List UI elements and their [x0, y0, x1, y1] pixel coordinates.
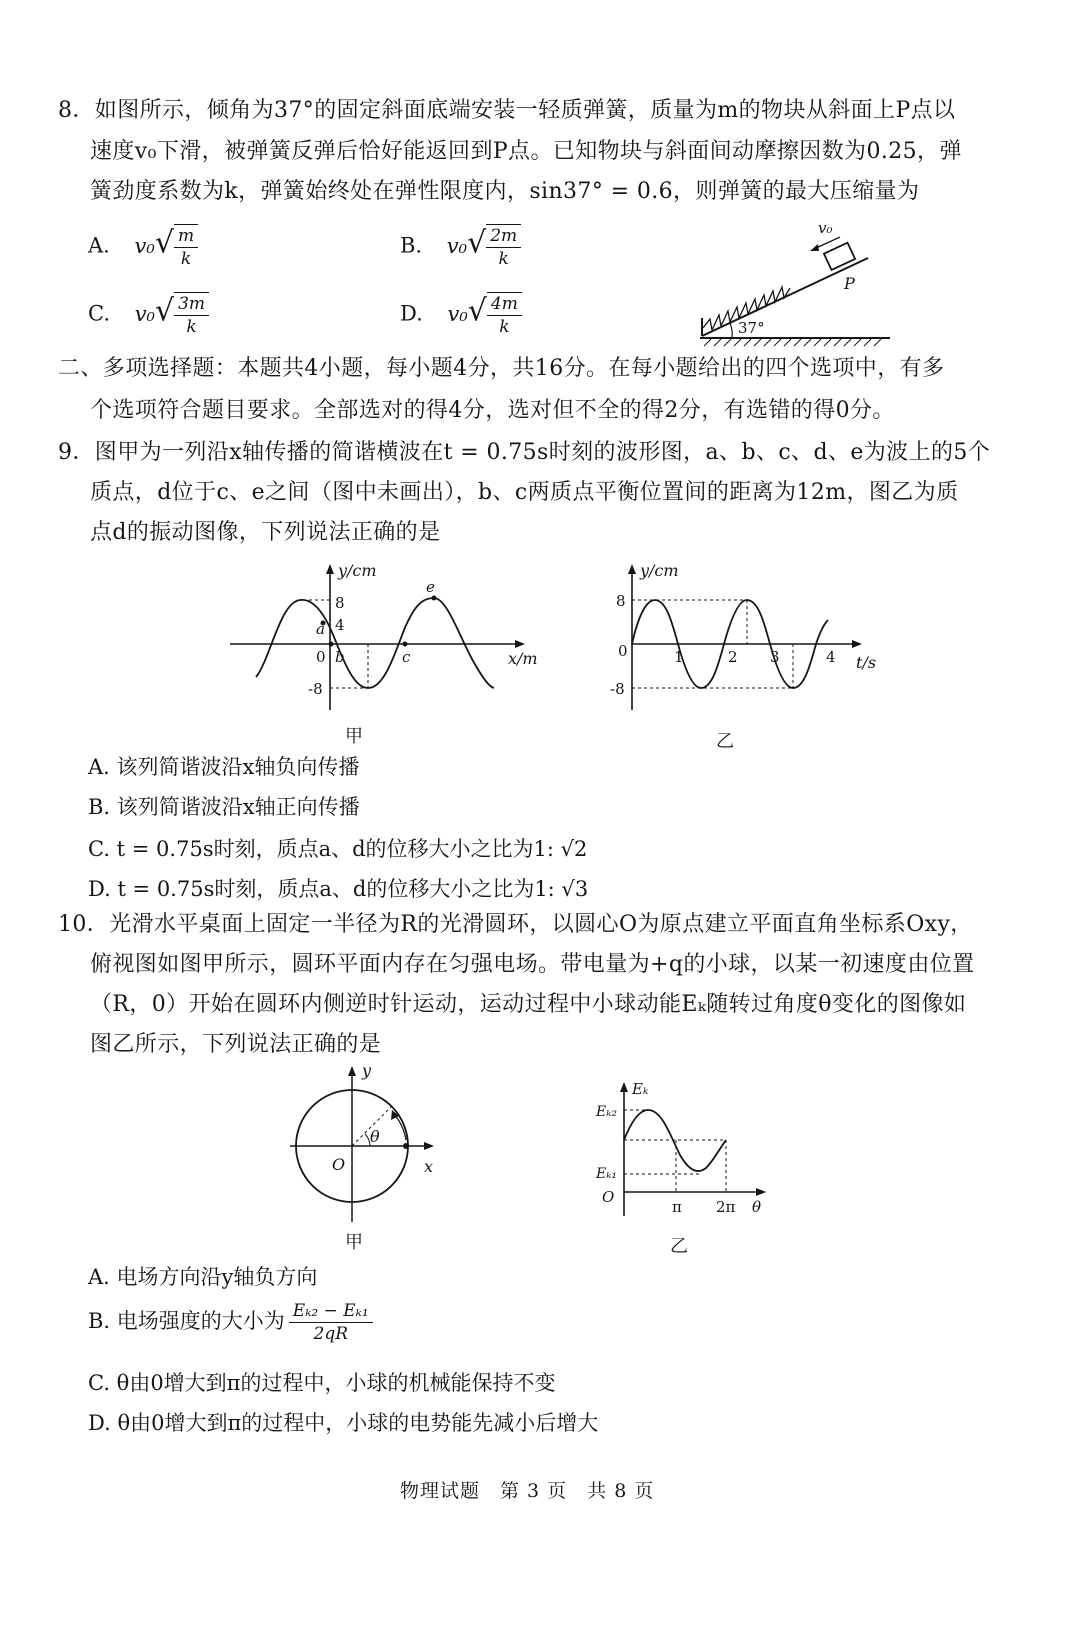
q9-option-b: B. 该列简谐波沿x轴正向传播	[88, 795, 360, 819]
x-label: x	[424, 1157, 434, 1176]
tick-0: 0	[316, 648, 326, 666]
origin-label: O	[332, 1155, 346, 1174]
theta-label: θ	[752, 1198, 762, 1216]
2pi-label: 2π	[716, 1198, 736, 1216]
y-axis-arrow	[628, 564, 636, 574]
y-axis-arrow	[326, 564, 334, 574]
ground-hatch	[704, 338, 882, 346]
theta-label: θ	[370, 1127, 380, 1146]
tick-3: 3	[770, 648, 780, 666]
velocity-arrowhead	[810, 244, 819, 251]
v0-label: v₀	[818, 219, 833, 237]
q8-line-1: 8．如图所示，倾角为37°的固定斜面底端安装一轻质弹簧，质量为m的物块从斜面上P点以	[58, 98, 956, 123]
angle-arc	[730, 323, 732, 338]
q10-line-4: 图乙所示，下列说法正确的是	[90, 1032, 382, 1057]
ek2-label: Eₖ₂	[596, 1104, 617, 1120]
q8-option-d-v0: v₀	[447, 301, 468, 326]
q9-option-c: C. t = 0.75s时刻，质点a、d的位移大小之比为1: √2	[88, 837, 588, 861]
q8-option-b-den: k	[498, 249, 509, 269]
q8-option-b-v0: v₀	[446, 233, 468, 258]
q8-option-b-label: B.	[400, 233, 423, 258]
q10-ring-diagram	[290, 1061, 450, 1226]
q10-option-c: C. θ由0增大到π的过程中，小球的机械能保持不变	[88, 1371, 556, 1395]
q10-fig1-caption: 甲	[345, 1232, 363, 1253]
q9-wave-graph	[230, 561, 538, 712]
y-label: y	[362, 1061, 372, 1080]
q8-option-a: A. v₀√ $\frac{m}{k}$	[88, 224, 198, 270]
q8-option-c-den: k	[186, 317, 197, 337]
point-p-label: P	[844, 274, 855, 293]
q9-option-a: A. 该列简谐波沿x轴负向传播	[88, 755, 360, 779]
tick-8: 8	[335, 594, 345, 612]
q8-incline-diagram	[690, 215, 900, 350]
point-c	[403, 642, 408, 647]
q8-option-a-label: A.	[88, 233, 110, 258]
y-axis-label: y/cm	[640, 561, 679, 580]
q9-line-3: 点d的振动图像，下列说法正确的是	[90, 520, 441, 545]
ek-axis-arrow	[620, 1082, 628, 1092]
t-axis-arrow	[852, 640, 862, 648]
q10-line-1: 10．光滑水平桌面上固定一半径为R的光滑圆环，以圆心O为原点建立平面直角坐标系Oxy，	[58, 912, 973, 937]
x-axis-arrow	[424, 1142, 434, 1150]
q9-option-d: D. t = 0.75s时刻，质点a、d的位移大小之比为1: √3	[88, 877, 589, 901]
section2-line-1: 二、多项选择题：本题共4小题，每小题4分，共16分。在每小题给出的四个选项中，有多	[58, 356, 945, 381]
x-axis-label: x/m	[508, 649, 538, 668]
q10-line-3: （R，0）开始在圆环内侧逆时针运动，运动过程中小球动能Eₖ随转过角度θ变化的图像如	[90, 992, 967, 1017]
section2-line-2: 个选项符合题目要求。全部选对的得4分，选对但不全的得2分，有选错的得0分。	[90, 398, 895, 423]
label-c: c	[402, 648, 411, 666]
q8-option-a-den: k	[180, 249, 192, 269]
q8-option-a-v0: v₀	[134, 233, 155, 258]
q10-option-b	[88, 1300, 373, 1345]
q8-option-d-label: D.	[400, 301, 423, 326]
q8-option-b-num: 2m	[486, 225, 521, 248]
q10-line-2: 俯视图如图甲所示，圆环平面内存在匀强电场。带电量为+q的小球，以某一初速度由位置	[90, 952, 975, 977]
q10-option-b-numerator: Eₖ₂ − Eₖ₁	[289, 1300, 373, 1323]
tick-0: 0	[618, 642, 628, 660]
pi-label: π	[672, 1198, 682, 1216]
y-axis-label: y/cm	[338, 561, 377, 580]
q8-option-d-num: 4m	[487, 293, 522, 316]
q8-option-c-v0: v₀	[134, 301, 155, 326]
q9-line-2: 质点，d位于c、e之间（图中未画出），b、c两质点平衡位置间的距离为12m，图乙为质	[90, 480, 959, 505]
q10-option-b-prefix: B. 电场强度的大小为	[88, 1309, 285, 1333]
ek-label: Eₖ	[632, 1080, 649, 1098]
q8-option-c: C. v₀√ $\frac{3m}{k}$	[88, 292, 209, 338]
tick-2: 2	[728, 648, 738, 666]
q10-option-a: A. 电场方向沿y轴负方向	[88, 1265, 318, 1289]
q9-line-1: 9．图甲为一列沿x轴传播的简谐横波在t = 0.75s时刻的波形图，a、b、c、d、e为波上的5个	[58, 440, 991, 465]
tick-8: 8	[616, 592, 626, 610]
origin-label: O	[602, 1188, 615, 1206]
label-a: a	[316, 620, 325, 638]
q10-energy-graph	[592, 1080, 782, 1220]
q10-option-d: D. θ由0增大到π的过程中，小球的电势能先减小后增大	[88, 1411, 599, 1435]
ek1-label: Eₖ₁	[596, 1166, 617, 1182]
q8-option-c-num: 3m	[174, 293, 209, 316]
tick-minus-8: -8	[308, 680, 323, 698]
q8-option-a-num: m	[174, 225, 198, 248]
tick-1: 1	[674, 648, 684, 666]
q9-fig2-caption: 乙	[716, 731, 734, 752]
x-axis-arrow	[515, 640, 525, 648]
angle-label: 37°	[738, 319, 765, 337]
ek-curve	[624, 1110, 726, 1171]
q8-line-3: 簧劲度系数为k，弹簧始终处在弹性限度内，sin37° = 0.6，则弹簧的最大压缩量为	[90, 179, 920, 204]
t-axis-label: t/s	[856, 653, 877, 672]
q9-fig1-caption: 甲	[345, 726, 363, 747]
q9-vibration-graph	[608, 562, 888, 712]
q10-option-b-denominator: 2qR	[313, 1324, 348, 1344]
ball	[403, 1143, 409, 1149]
page-footer: 物理试题 第 3 页 共 8 页	[400, 1480, 655, 1502]
wave-curve	[256, 598, 494, 688]
tick-4: 4	[826, 648, 836, 666]
label-b: b	[335, 648, 345, 666]
q10-fig2-caption: 乙	[670, 1236, 688, 1257]
q8-option-c-label: C.	[88, 301, 110, 326]
q8-line-2: 速度v₀下滑，被弹簧反弹后恰好能返回到P点。已知物块与斜面间动摩擦因数为0.25，弹	[90, 139, 962, 164]
point-b	[329, 642, 334, 647]
theta-axis-arrow	[756, 1188, 766, 1196]
label-e: e	[426, 578, 435, 596]
tick-4: 4	[335, 616, 345, 634]
q8-option-b: B. v₀√ $\frac{2m}{k}$	[400, 224, 521, 270]
q8-option-d: D. v₀√ $\frac{4m}{k}$	[400, 292, 522, 338]
point-e	[432, 596, 437, 601]
tick-minus-8: -8	[610, 680, 625, 698]
y-axis-arrow	[348, 1066, 356, 1076]
q8-option-d-den: k	[499, 317, 510, 337]
